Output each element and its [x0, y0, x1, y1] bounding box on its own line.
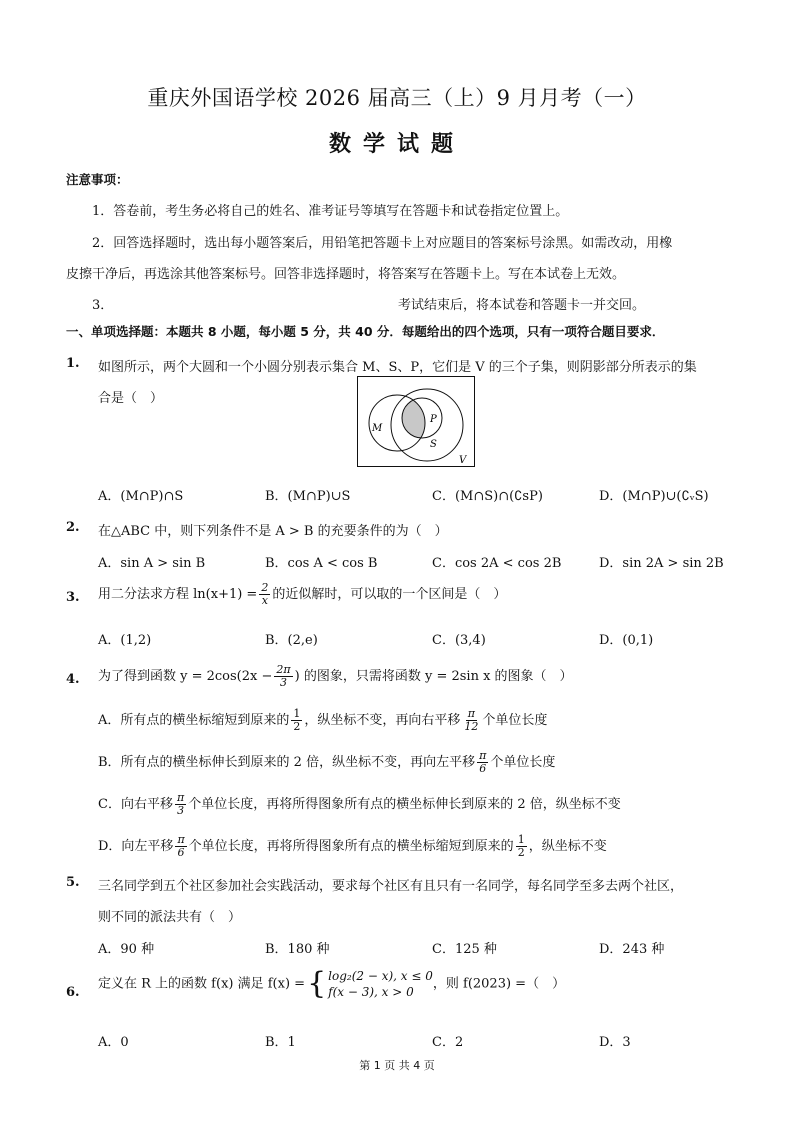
question-4-option-a-mid: ，纵坐标不变，再向右平移 — [304, 713, 461, 729]
question-4-option-c-frac-den: 3 — [177, 804, 185, 818]
question-4-option-d-frac-1 — [175, 834, 186, 859]
question-6-cases — [328, 968, 433, 1000]
question-3-text — [98, 582, 506, 607]
question-6-option-a: A．0 — [98, 1035, 129, 1050]
venn-label-m: M — [372, 423, 383, 434]
question-4-option-c-post: 个单位长度，再将所得图象所有点的横坐标伸长到原来的 2 倍，纵坐标不变 — [188, 797, 621, 813]
question-1-option-a: A．(M∩P)∩S — [98, 489, 184, 504]
question-4-option-a-pre: A．所有点的横坐标缩短到原来的 — [98, 713, 290, 729]
question-4-text-pre: 为了得到函数 y = 2cos(2x − — [98, 669, 273, 685]
question-4-option-d-frac-2-num: 1 — [517, 833, 525, 846]
question-5-option-d: D．243 种 — [599, 942, 665, 957]
venn-label-v: V — [459, 455, 467, 466]
question-5-option-b: B．180 种 — [265, 942, 330, 957]
question-3-text-pre: 用二分法求方程 ln(x+1) = — [98, 587, 258, 603]
question-3-option-a: A．(1,2) — [98, 633, 152, 648]
question-4-text — [98, 664, 573, 689]
question-4-fraction-num: 2π — [276, 663, 291, 676]
question-4-option-d-frac-1-den: 6 — [177, 846, 185, 860]
note-1: 1．答卷前，考生务必将自己的姓名、准考证号等填写在答题卡和试卷指定位置上。 — [92, 204, 569, 219]
question-4-option-b-post: 个单位长度 — [490, 755, 556, 771]
note-3-number: 3． — [92, 298, 114, 313]
note-2-line2: 皮擦干净后，再选涂其他答案标号。回答非选择题时，将答案写在答题卡上。写在本试卷上无效。 — [66, 267, 626, 282]
question-4-text-post: ) 的图象，只需将函数 y = 2sin x 的图象（ ） — [294, 669, 573, 685]
page-footer: 第 1 页 共 4 页 — [359, 1059, 435, 1072]
question-5-number: 5. — [66, 875, 80, 890]
exam-subtitle: 数学试题 — [328, 131, 465, 157]
question-4-option-c — [98, 792, 621, 817]
question-6-option-b: B．1 — [265, 1035, 296, 1050]
question-4-option-a-frac-2 — [462, 708, 480, 733]
question-3-option-d: D．(0,1) — [599, 633, 654, 648]
question-3-fraction-den: x — [261, 594, 268, 608]
notes-heading: 注意事项： — [66, 172, 129, 187]
question-2-option-a: A．sin A > sin B — [98, 556, 206, 571]
question-4-option-a-frac-1-den: 2 — [293, 720, 301, 734]
venn-diagram — [357, 376, 475, 467]
question-4-option-a-frac-2-num: π — [467, 707, 476, 720]
question-3-option-b: B．(2,e) — [265, 633, 318, 648]
venn-label-s: S — [430, 439, 437, 450]
question-2-number: 2. — [66, 520, 80, 535]
question-4-option-a-post: 个单位长度 — [482, 713, 548, 729]
question-4-fraction — [274, 664, 292, 689]
question-6-text — [98, 968, 565, 1000]
question-3-fraction-num: 2 — [261, 581, 269, 594]
question-4-option-c-frac-num: π — [176, 791, 185, 804]
question-6-option-c: C．2 — [432, 1035, 464, 1050]
question-4-number: 4. — [66, 672, 80, 687]
question-6-piecewise — [305, 968, 433, 1000]
question-4-option-b-frac — [477, 750, 488, 775]
question-4-option-c-frac — [175, 792, 186, 817]
question-6-text-post: ，则 f(2023) =（ ） — [432, 976, 566, 992]
question-4-option-d-pre: D．向左平移 — [98, 839, 174, 855]
question-4-option-d-post: ，纵坐标不变 — [528, 839, 607, 855]
question-4-option-b-pre: B．所有点的横坐标伸长到原来的 2 倍，纵坐标不变，再向左平移 — [98, 755, 476, 771]
question-3-option-c: C．(3,4) — [432, 633, 486, 648]
question-1-option-c: C．(M∩S)∩(∁ꜱP) — [432, 489, 543, 504]
question-6-case-1: log₂(2 − x), x ≤ 0 — [328, 969, 433, 983]
question-5-option-c: C．125 种 — [432, 942, 497, 957]
question-2-text: 在△ABC 中，则下列条件不是 A > B 的充要条件的为（ ） — [98, 524, 448, 539]
question-1-line2: 合是（ ） — [98, 391, 164, 406]
question-6-option-d: D．3 — [599, 1035, 631, 1050]
note-2-line1: 2．回答选择题时，选出每小题答案后，用铅笔把答题卡上对应题目的答案标号涂黑。如需改动，用橡 — [92, 236, 673, 251]
question-1-option-b: B．(M∩P)∪S — [265, 489, 351, 504]
question-4-option-d-frac-2-den: 2 — [517, 846, 525, 860]
question-2-option-c: C．cos 2A < cos 2B — [432, 556, 562, 571]
question-4-option-b — [98, 750, 555, 775]
question-2-option-d: D．sin 2A > sin 2B — [599, 556, 724, 571]
question-3-text-post: 的近似解时，可以取的一个区间是（ ） — [272, 587, 507, 603]
question-4-option-b-frac-den: 6 — [479, 762, 487, 776]
question-4-option-d-frac-2 — [516, 834, 527, 859]
question-1-line1: 如图所示，两个大圆和一个小圆分别表示集合 M、S、P，它们是 V 的三个子集，则阴影部分所表示的集 — [98, 360, 697, 375]
question-4-fraction-den: 3 — [280, 676, 287, 690]
question-4-option-c-pre: C．向右平移 — [98, 797, 173, 813]
question-4-option-d — [98, 834, 607, 859]
question-4-option-a-frac-2-den: 12 — [464, 720, 479, 734]
exam-title: 重庆外国语学校 2026 届高三（上）9 月月考（一） — [147, 86, 647, 110]
question-3-fraction — [259, 582, 270, 607]
question-2-option-b: B．cos A < cos B — [265, 556, 378, 571]
question-4-option-d-mid: 个单位长度，再将所得图象所有点的横坐标缩短到原来的 — [188, 839, 514, 855]
section-1-heading: 一、单项选择题：本题共 8 小题，每小题 5 分，共 40 分．每题给出的四个选项，只有一项符合题目要求． — [66, 324, 665, 339]
question-6-case-2: f(x − 3), x > 0 — [328, 985, 414, 1000]
venn-label-p: P — [430, 414, 437, 425]
question-4-option-b-frac-num: π — [479, 749, 487, 762]
question-5-line2: 则不同的派法共有（ ） — [98, 910, 242, 925]
question-5-line1: 三名同学到五个社区参加社会实践活动，要求每个社区有且只有一名同学，每名同学至多去两个社区， — [98, 879, 684, 894]
question-4-option-d-frac-1-num: π — [177, 833, 185, 846]
question-4-option-a-frac-1 — [291, 708, 302, 733]
question-5-option-a: A．90 种 — [98, 942, 155, 957]
venn-circle-s — [391, 389, 463, 461]
question-4-option-a — [98, 708, 547, 733]
note-3-text: 考试结束后，将本试卷和答题卡一并交回。 — [398, 298, 646, 313]
question-6-text-pre: 定义在 R 上的函数 f(x) 满足 f(x) = — [98, 976, 306, 992]
question-4-option-a-frac-1-num: 1 — [293, 707, 301, 720]
question-6-brace: { — [307, 966, 327, 1002]
question-6-number: 6. — [66, 985, 80, 1000]
question-1-option-d: D．(M∩P)∪(∁ᵥS) — [599, 489, 709, 504]
question-3-number: 3. — [66, 590, 80, 605]
question-1-number: 1. — [66, 356, 80, 371]
